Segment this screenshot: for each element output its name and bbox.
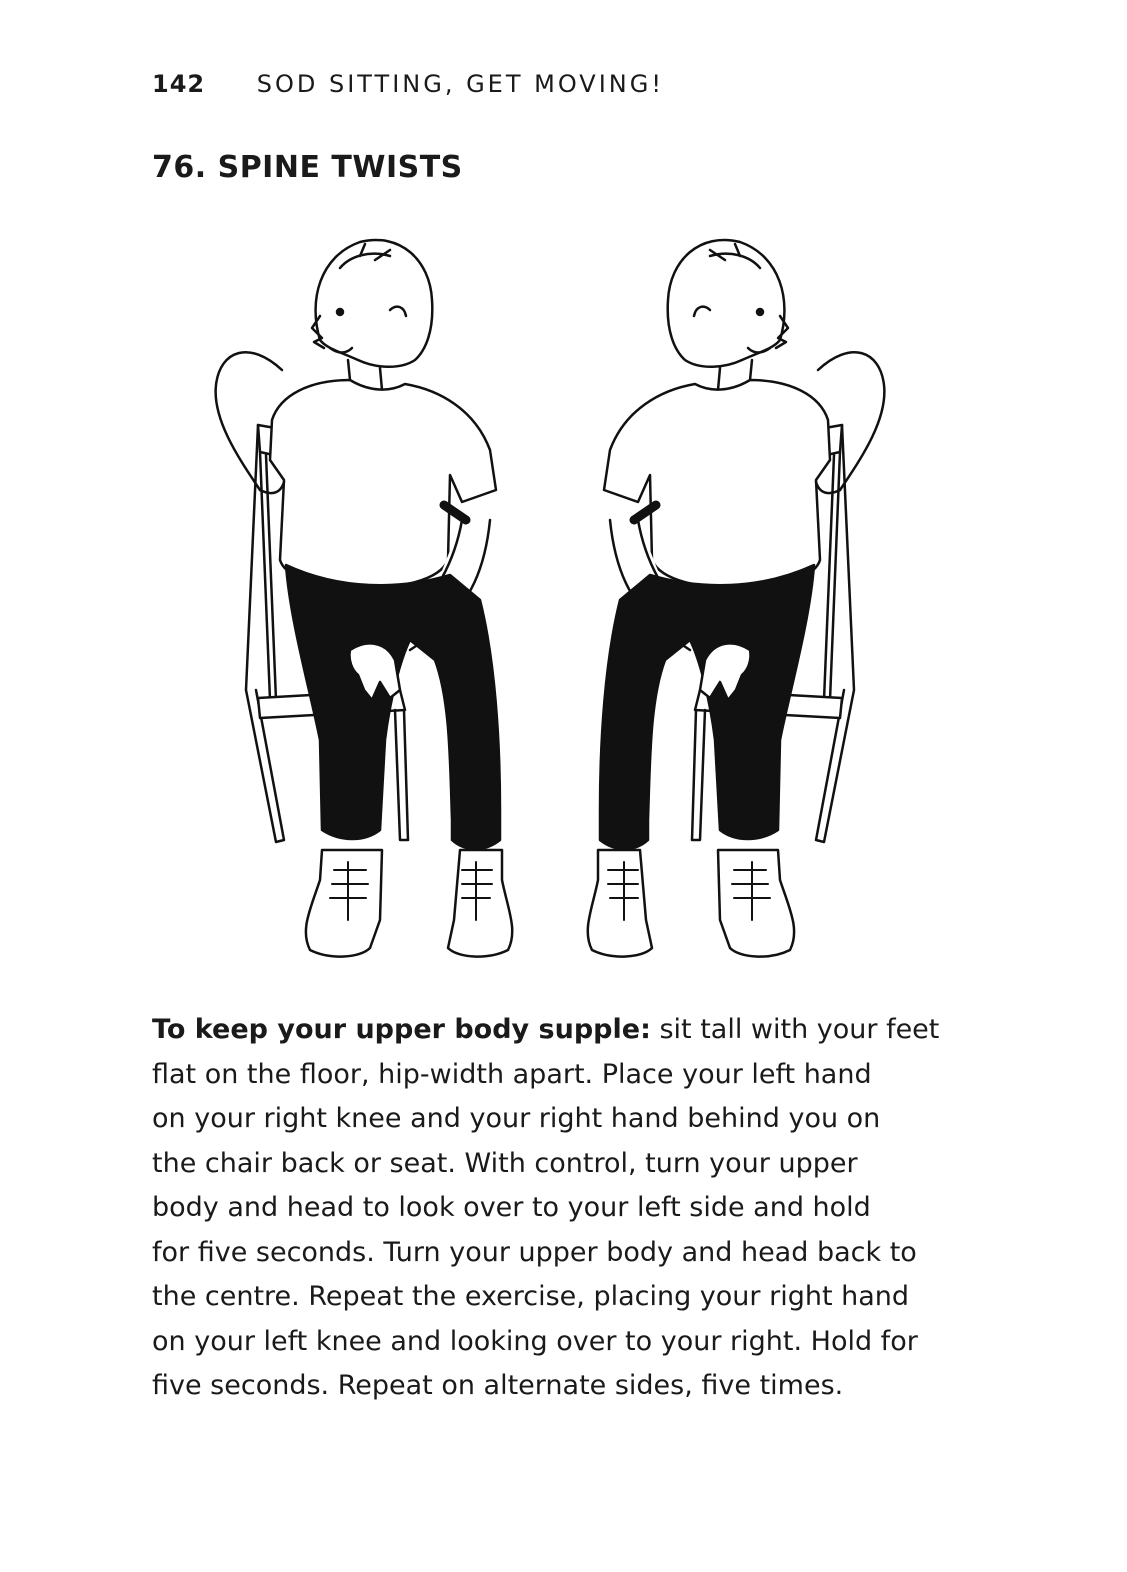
exercise-instructions bbox=[152, 1008, 962, 1409]
instruction-line: five seconds. Repeat on alternate sides, five times. bbox=[152, 1370, 844, 1401]
instruction-line: sit tall with your feet bbox=[650, 1014, 940, 1045]
instruction-line: the centre. Repeat the exercise, placing your right hand bbox=[152, 1281, 910, 1312]
seated-figure-left-twist bbox=[216, 240, 513, 957]
page-number: 142 bbox=[152, 70, 206, 98]
instruction-lead: To keep your upper body supple: bbox=[152, 1014, 651, 1045]
instruction-line: for five seconds. Turn your upper body and head back to bbox=[152, 1236, 917, 1268]
exercise-title: 76. SPINE TWISTS bbox=[152, 150, 463, 185]
book-title: SOD SITTING, GET MOVING! bbox=[256, 70, 664, 98]
instruction-line: on your left knee and looking over to your right. Hold for bbox=[152, 1325, 918, 1357]
exercise-illustration bbox=[200, 220, 900, 960]
running-head bbox=[152, 70, 664, 98]
instruction-line: the chair back or seat. With control, turn your upper bbox=[152, 1147, 858, 1179]
instruction-line: on your right knee and your right hand behind you on bbox=[152, 1103, 881, 1134]
instruction-line: flat on the floor, hip-width apart. Place your left hand bbox=[152, 1058, 872, 1090]
seated-figure-right-twist bbox=[588, 240, 885, 957]
instruction-line: body and head to look over to your left side and hold bbox=[152, 1192, 871, 1223]
